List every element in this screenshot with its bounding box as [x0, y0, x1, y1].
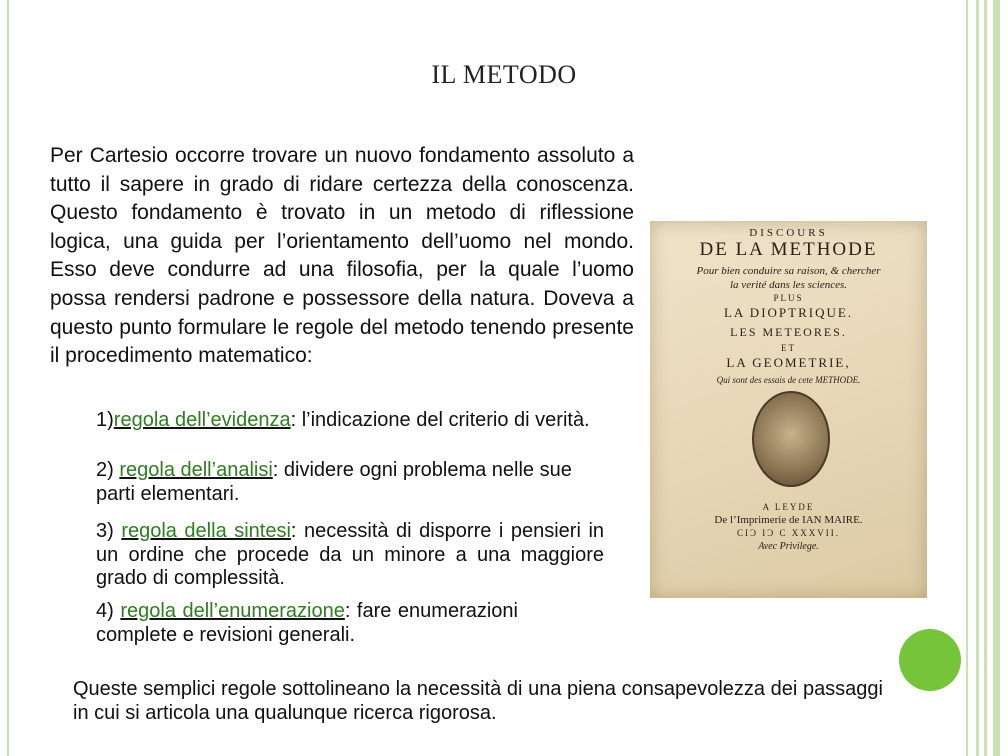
book-line: A LEYDE — [762, 502, 815, 512]
slide-frame-right — [984, 0, 987, 756]
rule-text: : fare enumerazioni complete e revisioni generali. — [96, 600, 518, 646]
slide-frame-right — [966, 0, 968, 756]
rule-name: regola dell’analisi — [119, 459, 273, 481]
rule-analisi — [96, 459, 616, 506]
rule-number: 2) — [96, 459, 120, 481]
rule-text: : dividere ogni problema nelle sue parti elementari. — [96, 459, 572, 505]
book-line: DE LA METHODE — [699, 239, 878, 260]
rule-number: 1) — [96, 409, 114, 431]
slide-frame-left — [7, 0, 9, 756]
rule-evidenza — [96, 409, 616, 433]
book-line: DISCOURS — [749, 227, 828, 239]
slide-frame-right — [993, 0, 1000, 756]
slide-title: IL METODO — [431, 60, 577, 89]
rule-name: regola dell’evidenza — [113, 409, 291, 431]
book-line: LA GEOMETRIE, — [726, 355, 851, 370]
conclusion-paragraph: Queste semplici regole sottolineano la necessità di una piena consapevolezza dei passaggi in cui si articola una qualunque ricerca rigorosa. — [73, 678, 883, 724]
book-line: la verité dans les sciences. — [730, 279, 847, 291]
intro-paragraph: Per Cartesio occorre trovare un nuovo fondamento assoluto a tutto il sapere in grado di ridare certezza della conoscenza. Questo fondamento è trovato in un metodo di riflessione logica, una guida per l’orientamento dell’uomo nel mondo. Esso deve condurre ad una filosofia, per la quale l’uomo possa rendersi padrone e possessore della natura. Doveva a questo punto formulare le regole del metodo tenendo presente il procedimento matematico: — [50, 144, 634, 368]
rule-sintesi — [96, 520, 604, 591]
book-line: CIƆ IƆ C XXXVII. — [737, 528, 840, 538]
book-line: De l’Imprimerie de IAN MAIRE. — [714, 514, 863, 526]
rule-number: 4) — [96, 600, 121, 622]
rule-enumerazione — [96, 600, 518, 647]
book-line: ET — [781, 343, 796, 353]
book-line: LES METEORES. — [730, 325, 847, 339]
rule-text: : necessità di disporre i pensieri in un ordine che procede da un minore a una maggiore grado di complessità. — [96, 520, 605, 589]
discours-title-page-image — [650, 221, 927, 598]
decorative-green-circle — [899, 629, 961, 691]
book-line: Avec Privilege. — [758, 541, 819, 552]
book-line: Qui sont des essais de cete METHODE. — [716, 375, 861, 385]
rule-name: regola dell’enumerazione — [120, 600, 345, 622]
book-line: PLUS — [773, 293, 804, 303]
rule-number: 3) — [96, 520, 122, 542]
slide-frame-right — [976, 0, 979, 756]
book-line: Pour bien conduire sa raison, & chercher — [696, 265, 881, 277]
book-line: LA DIOPTRIQUE. — [723, 305, 854, 320]
rule-text: : l’indicazione del criterio di verità. — [290, 409, 590, 431]
rule-name: regola della sintesi — [121, 520, 291, 542]
printer-emblem-icon — [752, 391, 830, 487]
